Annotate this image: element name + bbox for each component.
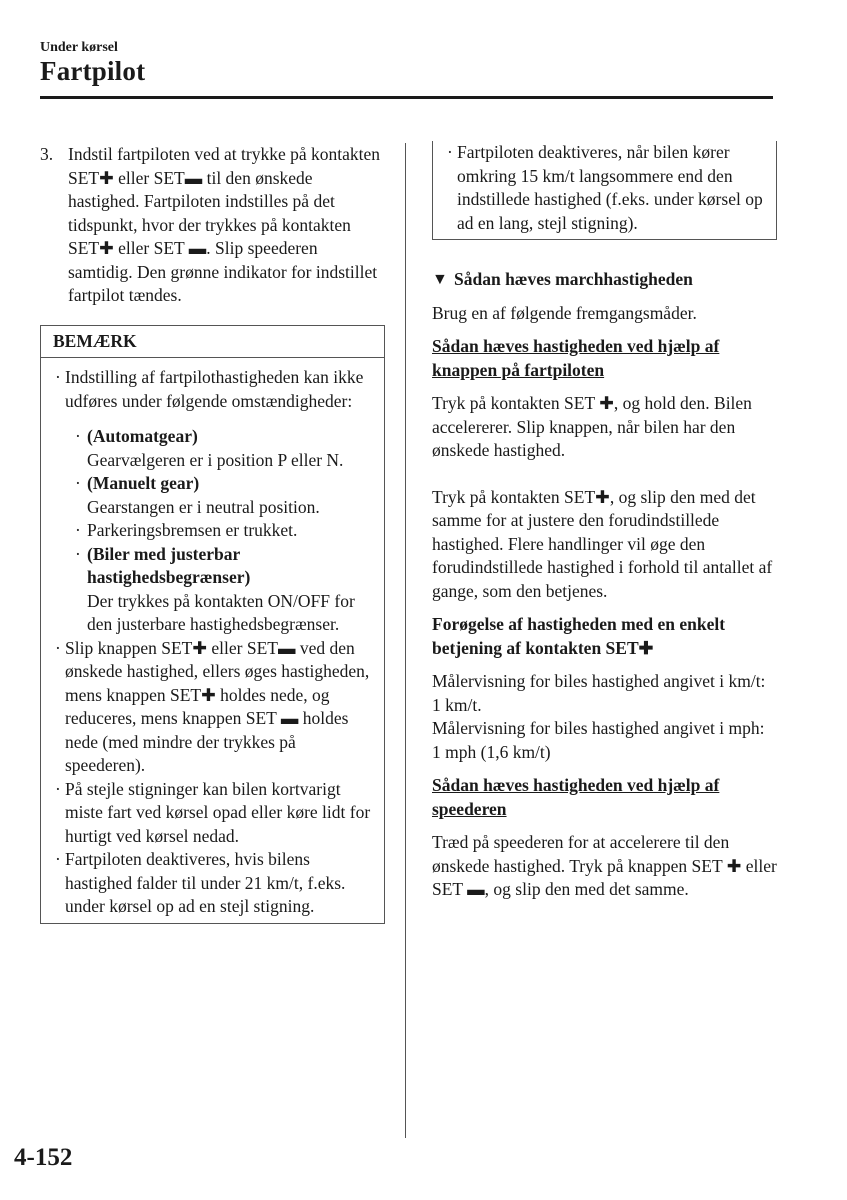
bullet-icon: · bbox=[75, 426, 81, 446]
note-box bbox=[40, 325, 385, 924]
sub-bullet-title: (Automatgear) bbox=[87, 426, 198, 446]
bullet-text: På stejle stigninger kan bilen kortvarigt miste fart ved kørsel opad eller køre lidt for hurtigt ved kørsel nedad. bbox=[65, 778, 371, 846]
bullet-text: Indstilling af fartpilothastigheden kan ikke udføres under følgende omstændigheder: bbox=[65, 367, 364, 411]
page-title: Fartpilot bbox=[40, 56, 146, 86]
bullet-icon: · bbox=[75, 473, 81, 493]
paragraph: Brug en af følgende fremgangsmåder. bbox=[432, 302, 697, 323]
bullet-icon: · bbox=[447, 142, 453, 162]
section-heading-text: Sådan hæves marchhastigheden bbox=[454, 269, 693, 289]
note-bullet bbox=[55, 848, 376, 919]
step-text: Indstil fartpiloten ved at trykke på kontakten SET✚ eller SET▬ til den ønskede hastighed. Fartpiloten indstilles på det tidspunkt, hvor der trykkes på kontakten SET✚ eller SET ▬. Slip speederen samtidig. Den grønne indikator for indstillet fartpilot tændes. bbox=[68, 144, 380, 305]
bullet-icon: · bbox=[55, 367, 61, 387]
sub-bullet-title: (Biler med justerbar hastighedsbegrænser) bbox=[87, 543, 251, 587]
note-title: BEMÆRK bbox=[41, 326, 384, 359]
subheading: Sådan hæves hastigheden ved hjælp af knappen på fartpiloten bbox=[432, 336, 720, 380]
paragraph: Træd på speederen for at accelerere til den ønskede hastighed. Tryk på knappen SET ✚ eller SET ▬, og slip den med det samme. bbox=[432, 832, 777, 899]
page-number: 4-152 bbox=[14, 1144, 73, 1171]
paragraph: Målervisning for biles hastighed angivet i mph: 1 mph (1,6 km/t) bbox=[432, 718, 765, 762]
subheading: Forøgelse af hastigheden med en enkelt betjening af kontakten SET✚ bbox=[432, 614, 726, 658]
sub-bullet bbox=[55, 519, 376, 543]
sub-bullet-text: Parkeringsbremsen er trukket. bbox=[87, 520, 298, 540]
note-body bbox=[41, 358, 384, 923]
paragraph: Tryk på kontakten SET✚, og slip den med det samme for at justere den forudindstillede hastighed. Flere handlinger vil øge den forudindstillede hastighed i forhold til antallet af gange, som den betjenes. bbox=[432, 486, 773, 601]
bullet-text: Fartpiloten deaktiveres, når bilen kører omkring 15 km/t langsommere end den indstillede hastighed (f.eks. under kørsel op ad en lang, stejl stigning). bbox=[457, 142, 763, 233]
sub-bullet-title: (Manuelt gear) bbox=[87, 473, 200, 493]
note-bullet bbox=[55, 637, 376, 778]
bullet-icon: · bbox=[75, 543, 81, 564]
sub-bullet-text: Gearvælgeren er i position P eller N. bbox=[87, 449, 344, 470]
note-bullet bbox=[55, 366, 376, 413]
bullet-text: Fartpiloten deaktiveres, hvis bilens hastighed falder til under 21 km/t, f.eks. under kørsel op ad en stejl stigning. bbox=[65, 849, 346, 916]
sub-bullet bbox=[55, 543, 376, 637]
paragraph: Tryk på kontakten SET ✚, og hold den. Bilen accelererer. Slip knappen, når bilen har den ønskede hastighed. bbox=[432, 393, 752, 460]
note-bullet bbox=[55, 778, 376, 849]
left-column bbox=[40, 143, 385, 924]
sub-bullet bbox=[55, 425, 376, 472]
note-bullet bbox=[447, 141, 768, 235]
step-3 bbox=[40, 143, 385, 308]
sub-bullet-text: Gearstangen er i neutral position. bbox=[87, 496, 320, 517]
sub-bullet-text: Der trykkes på kontakten ON/OFF for den justerbare hastighedsbegrænser. bbox=[87, 590, 355, 634]
bullet-icon: · bbox=[75, 520, 81, 540]
sub-bullet bbox=[55, 472, 376, 519]
note-box-continued bbox=[432, 141, 777, 240]
section-heading bbox=[432, 268, 777, 292]
subheading: Sådan hæves hastigheden ved hjælp af speederen bbox=[432, 775, 720, 819]
column-divider bbox=[405, 143, 406, 1138]
bullet-icon: · bbox=[55, 778, 61, 799]
section-label: Under kørsel bbox=[40, 40, 118, 55]
bullet-text: Slip knappen SET✚ eller SET▬ ved den ønskede hastighed, ellers øges hastigheden, mens knappen SET✚ holdes nede, og reduceres, mens knappen SET ▬ holdes nede (med mindre der trykkes på speederen). bbox=[65, 637, 370, 775]
bullet-icon: · bbox=[55, 849, 61, 869]
paragraph: Målervisning for biles hastighed angivet i km/t: 1 km/t. bbox=[432, 671, 766, 715]
triangle-down-icon: ▼ bbox=[432, 271, 448, 288]
header-rule bbox=[40, 96, 773, 99]
step-number: 3. bbox=[40, 144, 54, 164]
bullet-icon: · bbox=[55, 637, 61, 658]
right-column bbox=[432, 143, 777, 902]
